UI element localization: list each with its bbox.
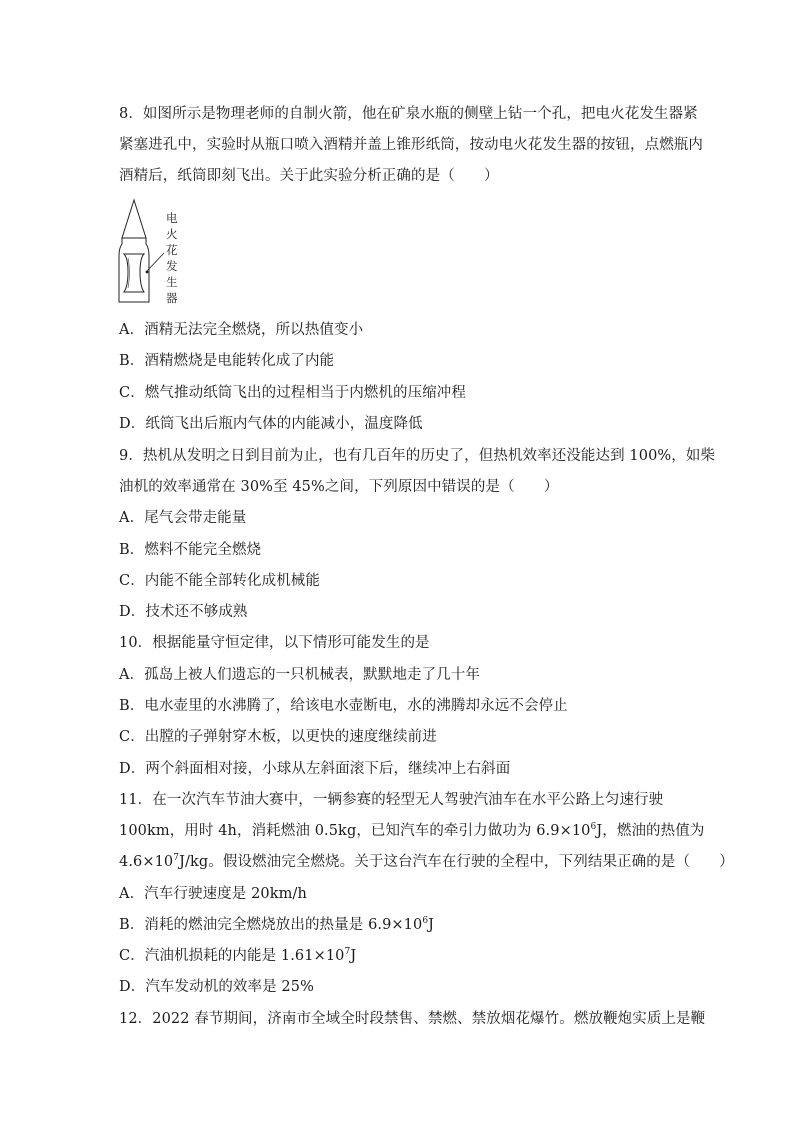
paper-cone-shape [122, 200, 146, 238]
q8-stem-line-3: 酒精后，纸筒即刻飞出。关于此实验分析正确的是（ ） [119, 168, 499, 184]
q8-stem-line-1: 8．如图所示是物理老师的自制火箭，他在矿泉水瓶的侧壁上钻一个孔，把电火花发生器紧 [119, 106, 698, 122]
rocket-bottle-figure [116, 196, 188, 308]
q8-option-c: C．燃气推动纸筒飞出的过程相当于内燃机的压缩冲程 [119, 385, 466, 401]
figure-label-char-5: 生 [166, 275, 178, 289]
q9-stem-line-2: 油机的效率通常在 30%至 45%之间，下列原因中错误的是（ ） [119, 479, 559, 495]
figure-label-char-2: 火 [166, 227, 178, 241]
q11-option-b: B．消耗的燃油完全燃烧放出的热量是 $6.9\times 10^6J$ [119, 916, 435, 933]
q10-option-a: A．孤岛上被人们遗忘的一只机械表，默默地走了几十年 [119, 667, 480, 683]
q9-stem-line-1: 9．热机从发明之日到目前为止，也有几百年的历史了，但热机效率还没能达到 100%，如柴 [119, 448, 716, 464]
figure-label-char-3: 花 [166, 243, 178, 257]
q8-stem-line-2: 紧塞进孔中，实验时从瓶口喷入酒精并盖上锥形纸筒，按动电火花发生器的按钮，点燃瓶内 [119, 137, 703, 153]
figure-label-char-4: 发 [166, 259, 178, 273]
q11-option-d: D．汽车发动机的效率是 25% [119, 979, 314, 995]
q11-option-a: A．汽车行驶速度是 20km/h [119, 886, 307, 902]
q11-stem-line-2: 100km，用时 4h，消耗燃油 0.5kg，已知汽车的牵引力做功为 $6.9\times 10^6J$，燃油的热值为 [119, 822, 705, 839]
q10-stem: 10．根据能量守恒定律，以下情形可能发生的是 [119, 635, 430, 651]
q11-stem-line-3: $4.6\times 10^7J/kg$。假设燃油完全燃烧。关于这台汽车在行驶的全程中，下列结果正确的是（ ） [119, 853, 734, 870]
q11-option-c: C．汽油机损耗的内能是 $1.61\times 10^7J$ [119, 947, 357, 964]
q9-option-c: C．内能不能全部转化成机械能 [119, 573, 320, 589]
q8-option-a: A．酒精无法完全燃烧，所以热值变小 [119, 322, 364, 338]
q8-option-b: B．酒精燃烧是电能转化成了内能 [119, 353, 335, 369]
q10-option-c: C．出膛的子弹射穿木板，以更快的速度继续前进 [119, 729, 437, 745]
rocket-bottle-diagram [116, 196, 188, 308]
q9-option-b: B．燃料不能完全燃烧 [119, 542, 262, 558]
q11-stem-line-1: 11．在一次汽车节油大赛中，一辆参赛的轻型无人驾驶汽油车在水平公路上匀速行驶 [119, 792, 664, 808]
bottle-label-panel [124, 254, 144, 292]
figure-label-char-1: 电 [166, 211, 178, 225]
q8-option-d: D．纸筒飞出后瓶内气体的内能减小，温度降低 [119, 416, 423, 432]
figure-label-char-6: 器 [166, 291, 178, 305]
q10-option-b: B．电水壶里的水沸腾了，给该电水壶断电，水的沸腾却永远不会停止 [119, 698, 568, 714]
q9-option-d: D．技术还不够成熟 [119, 604, 248, 620]
q10-option-d: D．两个斜面相对接，小球从左斜面滚下后，继续冲上右斜面 [119, 761, 511, 777]
q12-stem-line-1: 12．2022 春节期间，济南市全域全时段禁售、禁燃、禁放烟花爆竹。燃放鞭炮实质上是鞭 [119, 1011, 706, 1027]
q9-option-a: A．尾气会带走能量 [119, 510, 247, 526]
